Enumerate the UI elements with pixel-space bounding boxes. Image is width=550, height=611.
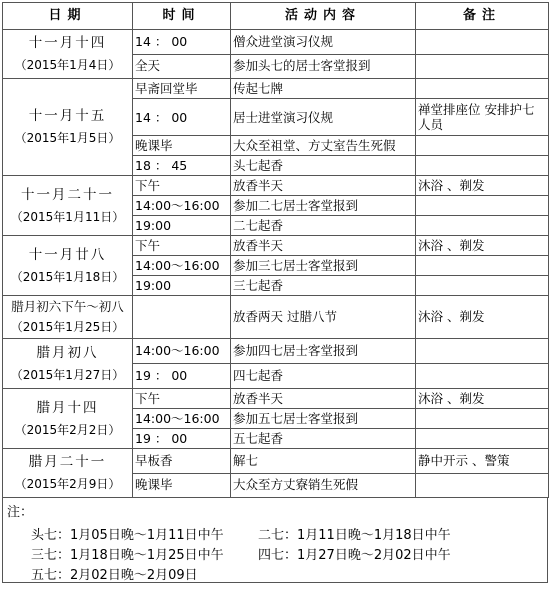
remark-cell — [416, 156, 549, 176]
lunar-date: 十一月十五 — [28, 108, 107, 124]
gregorian-date: （2015年1月27日） — [10, 367, 125, 382]
remark-cell — [416, 364, 549, 389]
table-row — [3, 449, 549, 474]
remark-cell — [416, 473, 549, 498]
table-row — [3, 236, 549, 256]
content-cell: 解七 — [231, 449, 416, 474]
time-cell: 19 ： 00 — [133, 429, 231, 449]
header-date: 日期 — [3, 3, 133, 30]
time-cell: 14 ： 00 — [133, 99, 231, 136]
time-cell: 全天 — [133, 54, 231, 79]
table-row — [3, 296, 549, 339]
date-cell — [3, 389, 133, 449]
schedule-table — [2, 2, 549, 498]
time-cell: 19 ： 00 — [133, 364, 231, 389]
remark-cell — [416, 136, 549, 156]
header-remark: 备注 — [416, 3, 549, 30]
time-cell: 14:00～16:00 — [133, 409, 231, 429]
remark-cell: 静中开示 、警策 — [416, 449, 549, 474]
table-row — [3, 339, 549, 364]
content-cell: 四七起香 — [231, 364, 416, 389]
remark-cell — [416, 339, 549, 364]
header-content: 活动内容 — [231, 3, 416, 30]
content-cell: 大众至方丈寮销生死假 — [231, 473, 416, 498]
notes-section — [2, 498, 548, 583]
content-cell: 参加三七居士客堂报到 — [231, 256, 416, 276]
remark-cell — [416, 216, 549, 236]
lunar-date: 腊月初八 — [36, 344, 99, 361]
time-cell: 下午 — [133, 176, 231, 196]
lunar-date: 腊月初六下午～初八 — [11, 299, 124, 314]
gregorian-date: （2015年1月25日） — [10, 320, 125, 334]
date-cell — [3, 449, 133, 498]
time-cell: 14 ： 00 — [133, 30, 231, 55]
gregorian-date: （2015年2月2日） — [14, 422, 121, 437]
time-cell: 19:00 — [133, 276, 231, 296]
content-cell: 三七起香 — [231, 276, 416, 296]
remark-cell — [416, 276, 549, 296]
time-cell: 下午 — [133, 389, 231, 409]
content-cell: 居士进堂演习仪规 — [231, 99, 416, 136]
notes-label: 注： — [7, 505, 34, 520]
remark-cell: 沐浴 、剃发 — [416, 389, 549, 409]
time-cell: 晚课毕 — [133, 136, 231, 156]
content-cell: 传起七牌 — [231, 79, 416, 99]
content-cell: 放香半天 — [231, 389, 416, 409]
content-cell: 头七起香 — [231, 156, 416, 176]
remark-cell — [416, 256, 549, 276]
remark-cell — [416, 429, 549, 449]
time-cell: 19:00 — [133, 216, 231, 236]
time-cell: 晚课毕 — [133, 473, 231, 498]
time-cell: 14:00～16:00 — [133, 256, 231, 276]
remark-cell: 禅堂排座位 安排护七人员 — [416, 99, 549, 136]
lunar-date: 腊月十四 — [36, 399, 99, 416]
note-item: 二七：1月11日晚～1月18日中午 — [258, 528, 451, 543]
note-item: 三七：1月18日晚～1月25日中午 — [31, 548, 224, 563]
gregorian-date: （2015年1月5日） — [14, 131, 121, 145]
time-cell: 早板香 — [133, 449, 231, 474]
content-cell: 放香半天 — [231, 176, 416, 196]
remark-cell: 沐浴 、剃发 — [416, 296, 549, 339]
time-cell: 18 ： 45 — [133, 156, 231, 176]
remark-cell — [416, 30, 549, 55]
content-cell: 参加头七的居士客堂报到 — [231, 54, 416, 79]
schedule-document — [2, 2, 548, 583]
table-row — [3, 79, 549, 99]
date-cell — [3, 79, 133, 176]
content-cell: 参加四七居士客堂报到 — [231, 339, 416, 364]
gregorian-date: （2015年1月4日） — [14, 58, 121, 72]
content-cell: 二七起香 — [231, 216, 416, 236]
lunar-date: 十一月十四 — [28, 35, 107, 51]
date-cell — [3, 339, 133, 389]
time-cell — [133, 296, 231, 339]
date-cell — [3, 236, 133, 296]
content-cell: 参加五七居士客堂报到 — [231, 409, 416, 429]
date-cell — [3, 296, 133, 339]
table-row — [3, 176, 549, 196]
time-cell: 14:00～16:00 — [133, 196, 231, 216]
content-cell: 僧众进堂演习仪规 — [231, 30, 416, 55]
header-time: 时间 — [133, 3, 231, 30]
time-cell: 早斋回堂毕 — [133, 79, 231, 99]
gregorian-date: （2015年2月9日） — [14, 477, 121, 491]
table-row — [3, 30, 549, 55]
gregorian-date: （2015年1月18日） — [10, 269, 125, 284]
content-cell: 放香半天 — [231, 236, 416, 256]
date-cell — [3, 30, 133, 79]
date-cell — [3, 176, 133, 236]
time-cell: 14:00～16:00 — [133, 339, 231, 364]
content-cell: 五七起香 — [231, 429, 416, 449]
gregorian-date: （2015年1月11日） — [10, 209, 125, 224]
note-item: 五七：2月02日晚～2月09日 — [31, 568, 198, 583]
note-item: 头七：1月05日晚～1月11日中午 — [31, 528, 224, 543]
content-cell: 放香两天 过腊八节 — [231, 296, 416, 339]
remark-cell — [416, 79, 549, 99]
remark-cell — [416, 409, 549, 429]
remark-cell: 沐浴 、剃发 — [416, 176, 549, 196]
remark-cell — [416, 196, 549, 216]
lunar-date: 腊月二十一 — [28, 454, 107, 470]
table-row — [3, 389, 549, 409]
remark-cell — [416, 54, 549, 79]
lunar-date: 十一月廿八 — [28, 246, 107, 263]
content-cell: 大众至祖堂、方丈室告生死假 — [231, 136, 416, 156]
content-cell: 参加二七居士客堂报到 — [231, 196, 416, 216]
lunar-date: 十一月二十一 — [21, 186, 114, 203]
note-item: 四七：1月27日晚～2月02日中午 — [258, 548, 451, 563]
time-cell: 下午 — [133, 236, 231, 256]
remark-cell: 沐浴 、剃发 — [416, 236, 549, 256]
header-row — [3, 3, 549, 30]
